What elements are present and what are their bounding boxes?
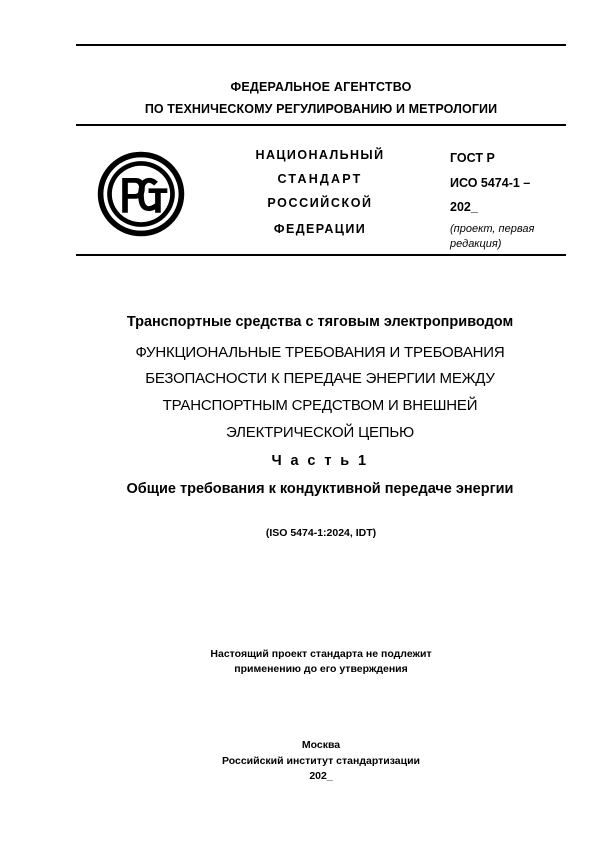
national-standard-line1: НАЦИОНАЛЬНЫЙ — [255, 148, 385, 162]
header-bottom-rule — [76, 254, 566, 256]
national-standard-line4: ФЕДЕРАЦИИ — [273, 222, 367, 236]
national-standard-line2: СТАНДАРТ — [277, 172, 363, 186]
standard-designation-line2: ИСО 5474-1 – — [450, 176, 531, 190]
agency-name-line2: ПО ТЕХНИЧЕСКОМУ РЕГУЛИРОВАНИЮ И МЕТРОЛОГИИ — [144, 102, 498, 116]
header-top-rule — [76, 44, 566, 46]
document-title-line3: ТРАНСПОРТНЫМ СРЕДСТВОМ И ВНЕШНЕЙ — [162, 397, 478, 414]
iso-reference: (ISO 5474-1:2024, IDT) — [265, 527, 377, 539]
document-title-line1: ФУНКЦИОНАЛЬНЫЕ ТРЕБОВАНИЯ И ТРЕБОВАНИЯ — [135, 344, 505, 361]
national-standard-line3: РОССИЙСКОЙ — [267, 196, 373, 210]
draft-notice-line1: Настоящий проект стандарта не подлежит — [210, 648, 432, 660]
imprint-city: Москва — [301, 739, 341, 751]
part-title: Общие требования к кондуктивной передаче энергии — [126, 481, 514, 497]
standard-designation-year: 202_ — [450, 200, 478, 214]
document-title-line2: БЕЗОПАСНОСТИ К ПЕРЕДАЧЕ ЭНЕРГИИ МЕЖДУ — [145, 370, 495, 387]
document-title-line4: ЭЛЕКТРИЧЕСКОЙ ЦЕПЬЮ — [226, 424, 414, 441]
imprint-year: 202_ — [309, 770, 333, 782]
part-number: Ч а с т ь 1 — [271, 453, 369, 469]
rst-gost-emblem-icon — [94, 147, 188, 241]
draft-notice-line2: применению до его утверждения — [234, 663, 408, 675]
document-subtitle: Транспортные средства с тяговым электроприводом — [126, 314, 514, 330]
imprint-publisher: Российский институт стандартизации — [221, 755, 421, 767]
standard-designation-line1: ГОСТ Р — [450, 151, 495, 165]
draft-edition-note: (проект, первая редакция) — [450, 223, 535, 250]
agency-name-line1: ФЕДЕРАЛЬНОЕ АГЕНТСТВО — [230, 80, 412, 94]
header-middle-rule — [76, 124, 566, 126]
